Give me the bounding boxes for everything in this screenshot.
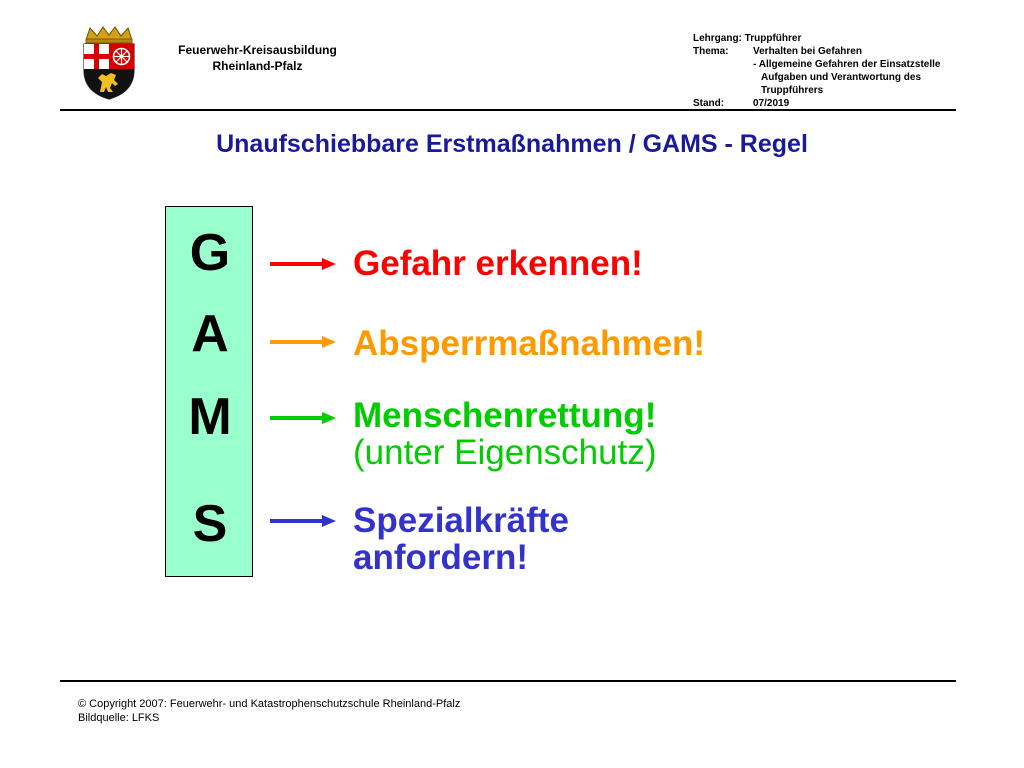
meta-lehrgang-key: Lehrgang: <box>693 33 742 44</box>
org-line-2: Rheinland-Pfalz <box>212 59 303 73</box>
slide-title: Unaufschiebbare Erstmaßnahmen / GAMS - Regel <box>216 130 808 158</box>
meta-thema-line-2: - Allgemeine Gefahren der Einsatzstelle <box>753 59 941 70</box>
meta-thema-line-4: Truppführers <box>761 85 824 96</box>
image-source-text: Bildquelle: LFKS <box>78 712 160 724</box>
letter-g: G <box>189 224 231 282</box>
item-menschenrettung <box>353 397 656 471</box>
rlp-coat-of-arms-icon <box>78 26 140 100</box>
meta-lehrgang <box>693 32 940 45</box>
copyright-text: © Copyright 2007: Feuerwehr- und Katastrophenschutzschule Rheinland-Pfalz <box>78 698 461 710</box>
letter-a: A <box>191 305 229 363</box>
item-absperr-text: Absperrmaßnahmen! <box>353 324 706 363</box>
course-meta <box>693 32 940 110</box>
org-line-1: Feuerwehr-Kreisausbildung <box>178 43 337 57</box>
gams-letter-box <box>165 206 253 577</box>
meta-stand-value: 07/2019 <box>753 98 790 109</box>
meta-thema-line-3: Aufgaben und Verantwortung des <box>761 72 922 83</box>
meta-lehrgang-value: Truppführer <box>744 33 802 44</box>
letter-s: S <box>192 495 228 553</box>
meta-stand-key: Stand: <box>693 98 725 109</box>
item-menschenrettung-text: Menschenrettung! <box>353 396 657 435</box>
organization-name <box>150 42 365 74</box>
footer-divider <box>60 680 956 682</box>
item-spezialkraefte-text: Spezialkräfte <box>353 501 569 540</box>
item-spezialkraefte <box>353 502 569 576</box>
arrow-right-icon <box>270 514 336 528</box>
item-gefahr-text: Gefahr erkennen! <box>353 244 643 283</box>
meta-thema-key: Thema: <box>693 46 729 57</box>
arrow-right-icon <box>270 411 336 425</box>
meta-thema-value: Verhalten bei Gefahren <box>753 46 862 57</box>
item-gefahr <box>353 245 643 282</box>
item-menschenrettung-sub: (unter Eigenschutz) <box>353 433 657 472</box>
footer <box>78 697 460 725</box>
letter-m: M <box>188 388 232 446</box>
item-absperr <box>353 325 705 362</box>
header-divider <box>60 109 956 111</box>
arrow-right-icon <box>270 257 336 271</box>
meta-thema <box>693 45 940 58</box>
item-spezialkraefte-sub: anfordern! <box>353 538 528 577</box>
arrow-right-icon <box>270 335 336 349</box>
